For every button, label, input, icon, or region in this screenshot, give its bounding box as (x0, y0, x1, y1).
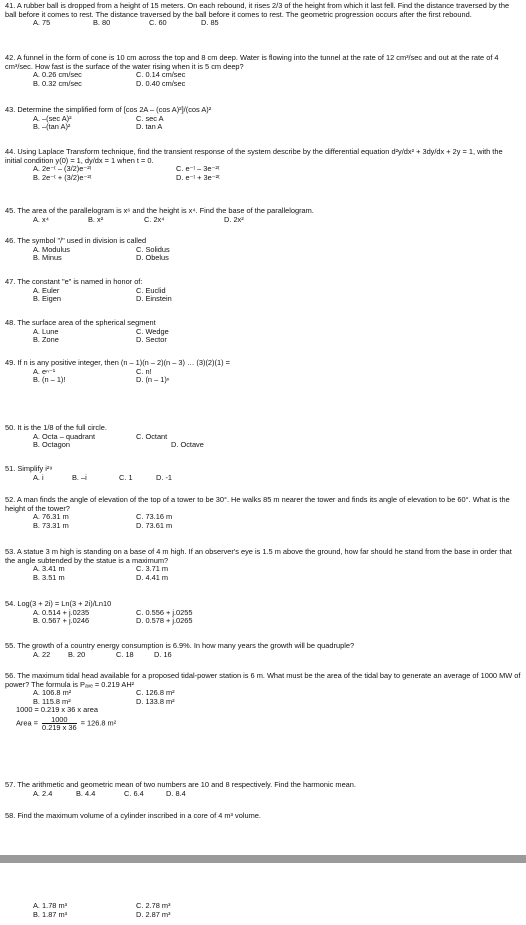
option-d: D. e⁻ᵗ + 3e⁻²ᵗ (176, 172, 220, 182)
answer-options (16, 698, 521, 707)
option-a: A. Lune (33, 326, 59, 336)
option-a: A. 1.78 m³ (33, 901, 68, 910)
option-c: C. 1 (119, 472, 133, 482)
option-c: C. Octant (136, 431, 168, 441)
question-53 (5, 548, 521, 582)
question-stem: 53. A statue 3 m high is standing on a base of 4 m high. If an observer's eye is 1.5 m above the ground, how far should he stand from the base in order that the angle subtended by the statue is a maximum? (5, 547, 512, 565)
answer-options (16, 295, 521, 304)
answer-options (16, 565, 521, 574)
question-stem: 41. A rubber ball is dropped from a height of 15 meters. On each rebound, it rises 2/3 of the height from which it last fell. Find the distance traversed by the ball before it comes to rest. The distance traversed by the ball before it comes to rest. The geometric progression occurs after the first rebound. (5, 1, 510, 19)
question-stem: 58. Find the maximum volume of a cylinder inscribed in a core of 4 m³ volume. (5, 811, 261, 820)
answer-options (16, 287, 521, 296)
option-a: A. 75 (33, 18, 51, 28)
answer-options (16, 790, 521, 799)
option-a: A. 76.31 m (33, 512, 69, 522)
question-43 (5, 106, 521, 132)
option-d: D. 85 (201, 18, 219, 28)
question-50 (5, 424, 521, 450)
option-b: B. 1.87 m³ (33, 909, 68, 919)
question-52 (5, 496, 521, 530)
option-a: A. 2.4 (33, 788, 53, 798)
option-b: B. Octagon (33, 440, 70, 450)
page-break-divider (0, 855, 526, 863)
answer-options (16, 174, 521, 183)
option-d: D. 73.61 m (136, 520, 173, 530)
question-stem: 51. Simplify i²⁹ (5, 464, 53, 473)
option-c: C. 3.71 m (136, 564, 169, 574)
answer-options (16, 123, 521, 132)
answer-options (16, 474, 521, 483)
option-c: C. 73.16 m (136, 512, 173, 522)
option-a: A. 3.41 m (33, 564, 65, 574)
answer-options (16, 368, 521, 377)
question-stem: 44. Using Laplace Transform technique, find the transient response of the system describe by the differential equation d²y/dx² + 3dy/dx + 2y = 1, with the initial condition y(0) = 1, dy/dx = 1 when t = 0. (5, 147, 503, 165)
question-stem: 45. The area of the parallelogram is x⁶ and the height is x⁴. Find the base of the parallelogram. (5, 206, 314, 215)
answer-options (16, 441, 521, 450)
question-44 (5, 148, 521, 182)
question-56 (5, 672, 521, 731)
answer-options (16, 376, 521, 385)
answer-options (16, 71, 521, 80)
option-b: B. Minus (33, 253, 62, 263)
option-d: D. -1 (156, 472, 173, 482)
answer-options (16, 433, 521, 442)
option-d: D. Sector (136, 335, 167, 345)
option-d: D. 0.578 + j.0265 (136, 616, 193, 626)
option-a: A. Modulus (33, 244, 70, 254)
option-a: A. 22 (33, 649, 51, 659)
question-47 (5, 278, 521, 304)
option-a: A. Euler (33, 285, 60, 295)
question-58-options (5, 902, 521, 919)
option-b: B. 3.51 m (33, 572, 65, 582)
question-stem: 54. Log(3 + 2i) = Ln(3 + 2i)/Ln10 (5, 599, 112, 608)
answer-options (16, 328, 521, 337)
option-c: C. 6.4 (124, 788, 144, 798)
solution-fraction (16, 716, 521, 731)
question-stem: 50. It is the 1/8 of the full circle. (5, 423, 107, 432)
question-51 (5, 465, 521, 482)
option-b: B. Zone (33, 335, 59, 345)
question-stem: 42. A funnel in the form of cone is 10 cm across the top and 8 cm deep. Water is flowing into the tunnel at the rate of 12 cm³/sec and out at the rate of 4 cm³/sec. How fast is the surface of the water rising when it is 5 cm deep? (5, 53, 499, 71)
question-57 (5, 781, 521, 798)
option-c: C. sec A (136, 113, 164, 123)
question-stem: 49. If n is any positive integer, then (n – 1)(n – 2)(n – 3) … (3)(2)(1) = (5, 358, 230, 367)
option-d: D. (n – 1)ⁿ (136, 375, 170, 385)
answer-options (16, 336, 521, 345)
question-stem: 57. The arithmetic and geometric mean of two numbers are 10 and 8 respectively. Find the harmonic mean. (5, 780, 356, 789)
question-stem: 52. A man finds the angle of elevation of the top of a tower to be 30°. He walks 85 m nearer the tower and finds its angle of elevation to be 60°. What is the height of the tower? (5, 495, 510, 513)
option-d: D. 133.8 m² (136, 696, 175, 706)
option-b: B. (n – 1)! (33, 375, 66, 385)
option-d: D. 4.41 m (136, 572, 169, 582)
option-b: B. –(tan A)² (33, 122, 71, 132)
option-c: C. Euclid (136, 285, 166, 295)
fraction (42, 716, 77, 731)
option-d: D. 2x² (224, 214, 244, 224)
option-a: A. –(sec A)² (33, 113, 72, 123)
option-d: D. 2.87 m³ (136, 909, 171, 919)
option-d: D. 16 (154, 649, 172, 659)
option-d: D. tan A (136, 122, 163, 132)
option-a: A. Octa – quadrant (33, 431, 96, 441)
option-b: B. x² (88, 214, 104, 224)
option-c: C. 0.556 + j.0255 (136, 607, 193, 617)
question-54 (5, 600, 521, 626)
option-d: D. Octave (171, 440, 204, 450)
answer-options (16, 689, 521, 698)
question-46 (5, 237, 521, 263)
answer-options (16, 246, 521, 255)
option-b: B. –i (72, 472, 87, 482)
answer-options (16, 522, 521, 531)
option-a: A. 0.514 + j.0235 (33, 607, 90, 617)
option-c: C. 126.8 m² (136, 688, 175, 698)
option-b: B. 0.32 cm/sec (33, 78, 82, 88)
answer-options (16, 80, 521, 89)
question-stem: 43. Determine the simplified form of [cos 2A – (cos A)²]/(cos A)² (5, 105, 212, 114)
option-a: A. 0.26 cm/sec (33, 70, 82, 80)
option-b: B. 20 (68, 649, 86, 659)
question-49 (5, 359, 521, 385)
option-c: C. e⁻ᵗ – 3e⁻²ᵗ (176, 164, 220, 174)
question-stem: 47. The constant "e" is named in honor of: (5, 277, 143, 286)
question-stem: 55. The growth of a country energy consumption is 6.9%. In how many years the growth will be quadruple? (5, 641, 355, 650)
option-a: A. i (33, 472, 44, 482)
answer-options (16, 574, 521, 583)
option-c: C. Solidus (136, 244, 170, 254)
option-a: A. x⁴ (33, 214, 49, 224)
question-45 (5, 207, 521, 224)
option-c: C. n! (136, 366, 152, 376)
answer-options (16, 651, 521, 660)
answer-options (16, 19, 521, 28)
answer-options (16, 115, 521, 124)
answer-options (16, 254, 521, 263)
answer-options (16, 609, 521, 618)
option-c: C. Wedge (136, 326, 169, 336)
option-d: D. 0.40 cm/sec (136, 78, 186, 88)
option-d: D. Obelus (136, 253, 169, 263)
solution-result: = 126.8 m² (80, 718, 117, 728)
question-stem: 46. The symbol "/" used in division is called (5, 236, 147, 245)
option-b: B. 2e⁻ᵗ + (3/2)e⁻²ᵗ (33, 172, 92, 182)
answer-options (16, 902, 521, 911)
option-b: B. Eigen (33, 294, 61, 304)
fraction-denominator: 0.219 x 36 (42, 722, 77, 732)
option-c: C. 18 (116, 649, 134, 659)
option-b: B. 80 (93, 18, 111, 28)
option-b: B. 73.31 m (33, 520, 69, 530)
answer-options (16, 216, 521, 225)
option-b: B. 4.4 (76, 788, 96, 798)
option-a: A. eⁿ⁻¹ (33, 366, 56, 376)
option-c: C. 60 (149, 18, 167, 28)
question-48 (5, 319, 521, 345)
option-a: A. 106.8 m² (33, 688, 72, 698)
option-d: D. 8.4 (166, 788, 186, 798)
question-41 (5, 2, 521, 28)
answer-options (16, 513, 521, 522)
answer-options (16, 617, 521, 626)
option-d: D. Einstein (136, 294, 172, 304)
solution-line: 1000 = 0.219 x 36 x area (16, 705, 98, 715)
option-c: C. 0.14 cm/sec (136, 70, 186, 80)
solution-area-label: Area = (16, 718, 38, 728)
question-stem: 56. The maximum tidal head available for a proposed tidal-power station is 6 m. What must be the area of the tidal bay to generate an average of 1000 MW of power? The formula is Pₐᵥₑ = 0.219 AH² (5, 671, 521, 689)
option-b: B. 115.8 m² (33, 696, 71, 706)
question-stem: 48. The surface area of the spherical segment (5, 318, 156, 327)
option-a: A. 2e⁻ᵗ – (3/2)e⁻²ᵗ (33, 164, 92, 174)
question-42 (5, 54, 521, 88)
option-c: C. 2x⁴ (144, 214, 165, 224)
option-c: C. 2.78 m³ (136, 901, 171, 910)
option-b: B. 0.567 + j.0246 (33, 616, 90, 626)
question-58 (5, 812, 521, 821)
question-55 (5, 642, 521, 659)
answer-options (16, 911, 521, 920)
fraction-numerator: 1000 (42, 716, 77, 724)
